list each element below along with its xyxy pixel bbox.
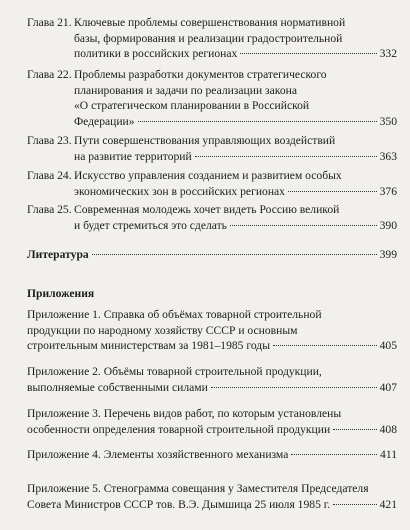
chapter-title-line: политики в российских регионах [74, 47, 238, 60]
toc-entry-appendix-1[interactable] [27, 307, 410, 354]
chapter-title-line: «О стратегическом планировании в Российской [74, 99, 310, 112]
dot-leader [288, 191, 377, 192]
toc-entry-appendix-4[interactable] [27, 447, 410, 463]
toc-entry-appendix-3[interactable] [27, 406, 410, 437]
chapter-title-line: экономических зон в российских регионах [74, 184, 285, 198]
chapter-title-line: и будет стремиться это сделать [74, 218, 227, 232]
page-number: 407 [379, 380, 397, 394]
page-number: 421 [379, 497, 397, 511]
page-number: 405 [379, 339, 397, 352]
appendix-title-line: Приложение 5. Стенограмма совещания у Заместителя Председателя [27, 482, 369, 495]
chapter-title-line: планирования и задачи по реализации закона [74, 83, 297, 97]
dot-leader [138, 121, 377, 122]
appendix-title-line: особенности определения товарной строительной продукции [27, 422, 331, 436]
appendices-heading: Приложения [27, 287, 95, 300]
page-number: 399 [379, 248, 397, 261]
toc-entry-chapter-21[interactable] [0, 15, 410, 62]
appendix-title-line: Приложение 4. Элементы хозяйственного механизма [27, 448, 289, 461]
page-number: 411 [380, 448, 397, 461]
appendix-title-line: продукции по народному хозяйству СССР и основным [27, 323, 298, 337]
page-number: 390 [379, 218, 397, 232]
dot-leader [240, 53, 376, 54]
dot-leader [333, 504, 376, 505]
chapter-title-line: на развитие территорий [74, 149, 192, 163]
appendix-title-line: Приложение 3. Перечень видов работ, по которым установлены [27, 407, 342, 420]
literature-label: Литература [27, 248, 89, 261]
appendix-title-line: Приложение 1. Справка об объёмах товарной строительной [27, 308, 322, 321]
toc-entry-chapter-22[interactable] [0, 67, 410, 129]
dot-leader [273, 345, 377, 346]
appendix-title-line: строительным министерствам за 1981–1985 годы [27, 339, 270, 352]
appendix-title-line: выполняемые собственными силами [27, 380, 208, 394]
chapter-title-line: базы, формирования и реализации градостроительной [74, 31, 343, 45]
page-number: 332 [379, 47, 397, 60]
chapter-title-line: Искусство управления созданием и развитием особых [74, 169, 342, 182]
toc-entry-chapter-23[interactable] [0, 133, 410, 164]
chapter-title-line: Проблемы разработки документов стратегического [74, 68, 327, 81]
dot-leader [211, 387, 377, 388]
chapter-title-line: Пути совершенствования управляющих воздействий [74, 134, 336, 147]
appendix-title-line: Приложение 2. Объёмы товарной строительной продукции, [27, 365, 322, 378]
chapter-label: Глава 21. [27, 16, 72, 29]
dot-leader [291, 454, 377, 455]
toc-entry-chapter-25[interactable] [0, 202, 410, 233]
dot-leader [195, 156, 377, 157]
chapter-label: Глава 22. [27, 68, 72, 81]
dot-leader [333, 429, 376, 430]
dot-leader [92, 254, 377, 255]
chapter-label: Глава 25. [27, 203, 72, 216]
page-number: 350 [379, 114, 397, 128]
page-number: 376 [379, 184, 397, 198]
page-number: 408 [379, 422, 397, 436]
chapter-label: Глава 23. [27, 134, 72, 147]
appendix-title-line: Совета Министров СССР тов. В.Э. Дымшица 25 июля 1985 г. [27, 497, 331, 511]
toc-entry-appendix-2[interactable] [27, 364, 410, 395]
page-number: 363 [379, 149, 397, 163]
toc-entry-chapter-24[interactable] [0, 168, 410, 199]
chapter-title-line: Ключевые проблемы совершенствования нормативной [74, 16, 346, 29]
chapter-title-line: Современная молодежь хочет видеть Россию великой [74, 203, 340, 216]
dot-leader [230, 225, 377, 226]
toc-entry-literature[interactable] [27, 247, 410, 263]
toc-entry-appendix-5[interactable] [27, 481, 410, 512]
chapter-label: Глава 24. [27, 169, 72, 182]
chapter-title-line: Федерации» [74, 114, 135, 128]
